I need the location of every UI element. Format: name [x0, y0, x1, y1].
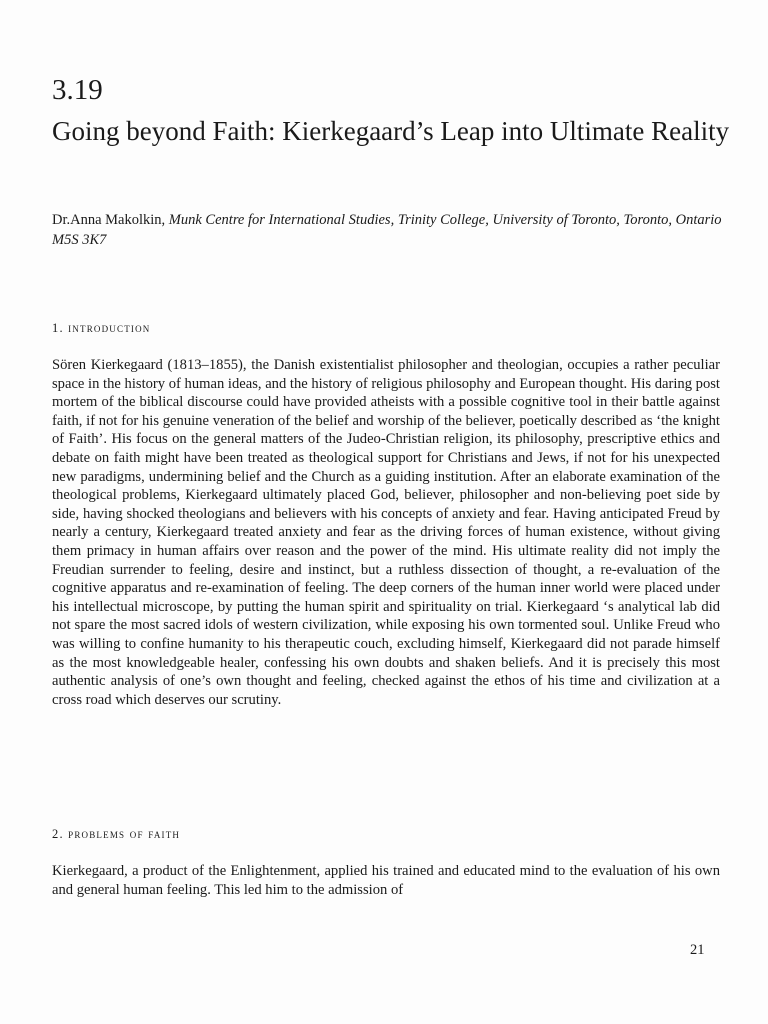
section-heading-problems-of-faith: [52, 826, 180, 842]
introduction-paragraph: Sören Kierkegaard (1813–1855), the Danish existentialist philosopher and theologian, occupies a rather peculiar space in the history of human ideas, and the history of religious philosophy and European thought. His daring post mortem of the biblical discourse could have provided atheists with a possible cognitive tool in their battle against faith, if not for his genuine veneration of the belief and worship of the believer, poetically described as ‘the knight of Faith’. His focus on the general matters of the Judeo-Christian religion, its philosophy, prescriptive ethics and debate on faith might have been treated as theological support for Christians and Jews, if not for his unexpected new paradigms, undermining belief and the Church as a guiding institution. After an elaborate examination of the theological problems, Kierkegaard ultimately placed God, believer, philosopher and non-believing poet side by side, having shocked theologians and believers with his concepts of anxiety and fear. Having anticipated Freud by nearly a century, Kierkegaard treated anxiety and fear as the driving forces of human existence, without giving them primacy in human affairs over reason and the power of the mind. His ultimate reality did not imply the Freudian surrender to feeling, desire and instinct, but a ruthless dissection of thought, a re-evaluation of the cognitive apparatus and re-examination of feeling. The deep corners of the human inner world were placed under his intellectual microscope, by putting the human spirit and spirituality on trial. Kierkegaard ‘s analytical lab did not spare the most sacred idols of western civilization, while exposing his own tormented soul. Unlike Freud who was willing to confine humanity to his therapeutic couch, excluding himself, Kierkegaard did not parade himself as the most knowledgeable healer, confessing his own doubts and shaken beliefs. And it is precisely this most authentic analysis of one’s own thought and feeling, checked against the ethos of his time and civilization at a cross road which deserves our scrutiny.: [52, 357, 720, 708]
page-number: 21: [690, 942, 705, 958]
chapter-number: 3.19: [52, 74, 103, 106]
problems-of-faith-paragraph: Kierkegaard, a product of the Enlightenment, applied his trained and educated mind to the evaluation of his own and general human feeling. This led him to the admission of: [52, 863, 720, 898]
author-affiliation: Munk Centre for International Studies, Trinity College, University of Toronto, Toronto, Ontario M5S 3K7: [52, 212, 722, 248]
section-heading-introduction: [52, 320, 151, 336]
chapter-title: Going beyond Faith: Kierkegaard’s Leap into Ultimate Reality: [52, 116, 730, 146]
section-number: 2.: [52, 827, 64, 841]
author-line: [52, 210, 722, 250]
section-number: 1.: [52, 321, 64, 335]
author-name: Dr.Anna Makolkin,: [52, 212, 166, 228]
section-title: introduction: [68, 320, 151, 335]
section-title: problems of faith: [68, 826, 181, 841]
